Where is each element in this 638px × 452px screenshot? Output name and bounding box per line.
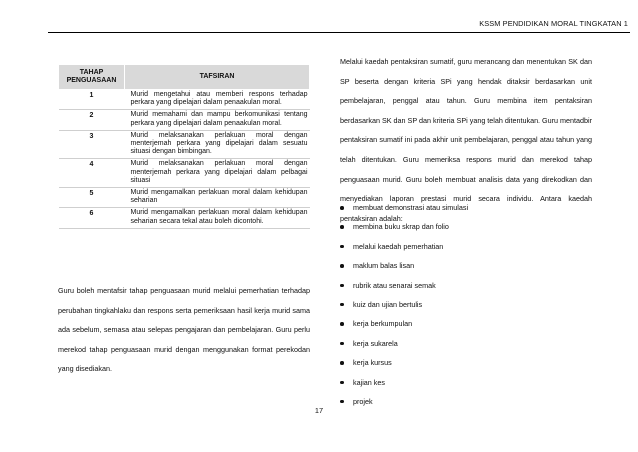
list-item [340, 300, 592, 319]
bullet-icon [340, 303, 344, 307]
list-item-label: melalui kaedah pemerhatian [353, 241, 444, 251]
bullet-icon [340, 400, 344, 404]
description-cell: Murid melaksanakan perlakuan moral dengan menterjemah perkara yang dipelajari dalam sesuatu situasi dengan bimbingan. [125, 130, 310, 159]
level-cell: 4 [59, 159, 125, 188]
list-item-label: kajian kes [353, 377, 385, 387]
bullet-icon [340, 264, 344, 268]
bullet-icon [340, 322, 344, 326]
description-cell: Murid melaksanakan perlakuan moral dengan menterjemah perkara yang dipelajari dalam pelbagai situasi [125, 159, 310, 188]
list-item-label: rubrik atau senarai semak [353, 280, 436, 290]
col-desc-header: TAFSIRAN [125, 65, 310, 90]
assessment-method-list [340, 203, 592, 416]
level-cell: 1 [59, 90, 125, 110]
list-item [340, 281, 592, 300]
bullet-icon [340, 284, 344, 288]
page-number: 17 [314, 406, 324, 415]
running-header: KSSM PENDIDIKAN MORAL TINGKATAN 1 [479, 19, 628, 28]
description-cell: Murid mengamalkan perlakuan moral dalam kehidupan seharian secara tekal atau boleh dicontohi. [125, 208, 310, 228]
list-item-label: projek [353, 396, 373, 406]
list-item [340, 339, 592, 358]
list-item [340, 222, 592, 241]
table-row [59, 208, 310, 228]
list-item-label: kerja sukarela [353, 338, 398, 348]
right-paragraph: Melalui kaedah pentaksiran sumatif, guru merancang dan menentukan SK dan SP beserta dengan kriteria SPi yang hendak ditaksir berdasarkan unit pembelajaran, penggal atau tahun. Guru membina item pentaksiran berdasarkan SK dan SP dan kriteria SPi yang telah ditentukan. Guru mentadbir pentaksiran sumatif ini pada akhir unit pembelajaran, penggal atau tahun yang telah ditentukan. Guru memeriksa respons murid dan merekod tahap penguasaan murid. Guru boleh membuat analisis data yang direkodkan dan menyediakan laporan prestasi murid secara individu. Antara kaedah pentaksiran adalah: [340, 57, 592, 223]
list-item-label: kerja kursus [353, 358, 392, 368]
col-level-header: TAHAP PENGUASAAN [59, 65, 125, 90]
list-item [340, 378, 592, 397]
bullet-icon [340, 225, 344, 229]
list-item-label: membuat demonstrasi atau simulasi [353, 203, 469, 212]
list-item [340, 358, 592, 377]
table-header-row [59, 65, 310, 90]
description-cell: Murid memahami dan mampu berkomunikasi tentang perkara yang dipelajari dalam penaakulan moral. [125, 110, 310, 130]
bullet-icon [340, 206, 344, 210]
list-item-label: maklum balas lisan [353, 261, 415, 271]
list-item-label: kuiz dan ujian bertulis [353, 299, 423, 309]
level-cell: 2 [59, 110, 125, 130]
level-cell: 5 [59, 188, 125, 208]
level-table [58, 64, 310, 229]
bullet-icon [340, 245, 344, 249]
bullet-icon [340, 381, 344, 385]
table-row [59, 188, 310, 208]
header-rule [48, 32, 630, 33]
table-row [59, 110, 310, 130]
description-cell: Murid mengetahui atau memberi respons terhadap perkara yang dipelajari dalam penaakulan moral. [125, 90, 310, 110]
level-cell: 6 [59, 208, 125, 228]
list-item-label: membina buku skrap dan folio [353, 222, 449, 232]
table-row [59, 130, 310, 159]
level-cell: 3 [59, 130, 125, 159]
table-row [59, 159, 310, 188]
bullet-icon [340, 361, 344, 365]
list-item [340, 319, 592, 338]
table-row [59, 90, 310, 110]
description-cell: Murid mengamalkan perlakuan moral dalam kehidupan seharian [125, 188, 310, 208]
list-item [340, 203, 592, 222]
list-item [340, 261, 592, 280]
list-item [340, 242, 592, 261]
bullet-icon [340, 342, 344, 346]
list-item-label: kerja berkumpulan [353, 319, 413, 329]
left-paragraph: Guru boleh mentafsir tahap penguasaan murid melalui pemerhatian terhadap perubahan tingkahlaku dan respons serta pemeriksaan hasil kerja murid sama ada sebelum, semasa atau selepas pengajaran dan pembelajaran. Guru perlu merekod tahap penguasaan murid dengan menggunakan format perekodan yang disediakan. [58, 286, 310, 373]
